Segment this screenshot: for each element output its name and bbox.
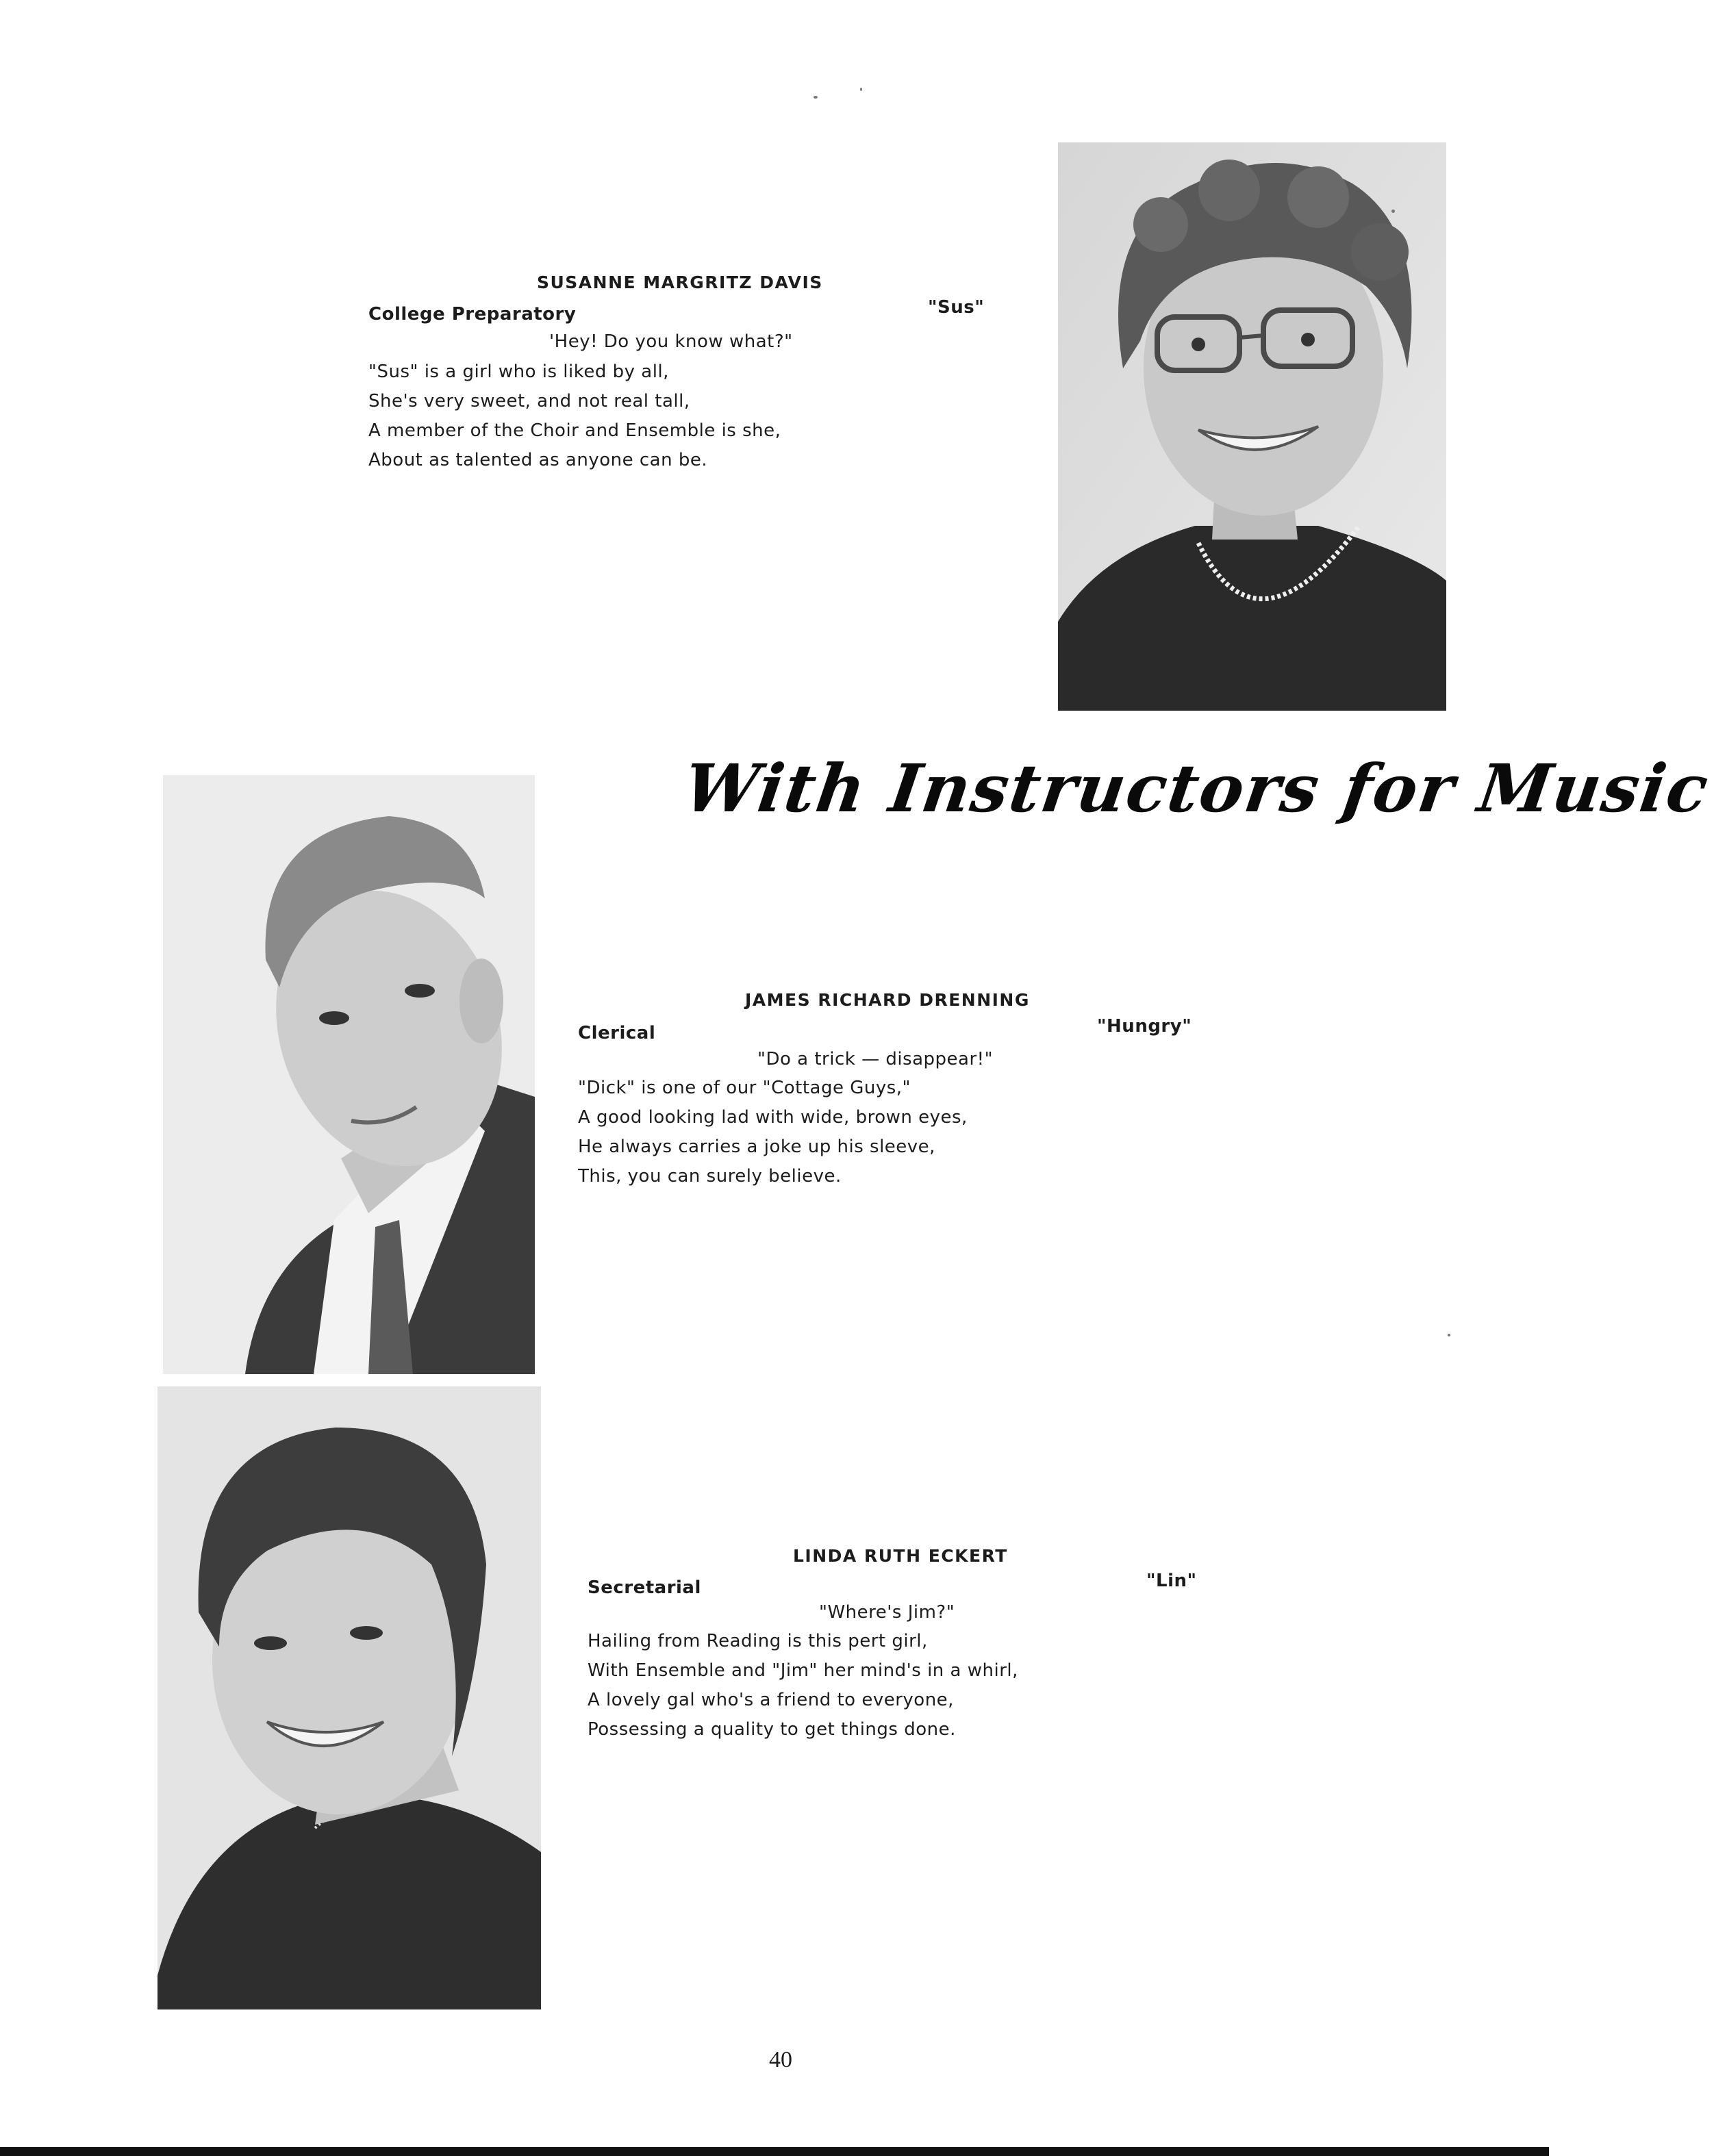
- poem-line: About as talented as anyone can be.: [368, 450, 708, 470]
- nickname-james: "Hungry": [1097, 1016, 1192, 1037]
- student-name-james: JAMES RICHARD DRENNING: [745, 990, 1030, 1010]
- poem-line: "Dick" is one of our "Cottage Guys,": [578, 1078, 911, 1098]
- scan-bottom-edge: [0, 2147, 1549, 2156]
- portrait-photo-james: [163, 775, 535, 1374]
- scan-speck: [860, 88, 862, 91]
- quote-susanne: 'Hey! Do you know what?": [549, 331, 793, 352]
- scan-speck: [1448, 1334, 1450, 1336]
- poem-line: With Ensemble and "Jim" her mind's in a whirl,: [588, 1660, 1018, 1681]
- nickname-linda: "Lin": [1146, 1571, 1197, 1591]
- poem-line: Hailing from Reading is this pert girl,: [588, 1631, 928, 1651]
- student-name-linda: LINDA RUTH ECKERT: [793, 1546, 1008, 1566]
- student-name-susanne: SUSANNE MARGRITZ DAVIS: [537, 272, 823, 292]
- poem-line: She's very sweet, and not real tall,: [368, 391, 690, 411]
- scan-speck: [1391, 210, 1395, 213]
- quote-linda: "Where's Jim?": [819, 1602, 955, 1623]
- poem-susanne: [368, 357, 781, 475]
- course-label-james: Clerical: [578, 1023, 656, 1043]
- portrait-photo-linda: [157, 1386, 541, 2009]
- poem-line: A good looking lad with wide, brown eyes,: [578, 1107, 968, 1128]
- scan-speck: [814, 96, 818, 99]
- quote-james: "Do a trick — disappear!": [757, 1049, 994, 1069]
- poem-line: A lovely gal who's a friend to everyone,: [588, 1690, 954, 1710]
- poem-linda: [588, 1627, 1018, 1745]
- course-label-susanne: College Preparatory: [368, 304, 577, 325]
- page-number: 40: [769, 2047, 792, 2072]
- poem-line: Possessing a quality to get things done.: [588, 1719, 956, 1740]
- course-label-linda: Secretarial: [588, 1577, 701, 1598]
- poem-james: [578, 1074, 968, 1191]
- portrait-photo-susanne: [1058, 142, 1446, 711]
- poem-line: This, you can surely believe.: [578, 1166, 842, 1187]
- poem-line: A member of the Choir and Ensemble is she,: [368, 420, 781, 441]
- section-heading: With Instructors for Music: [679, 750, 1714, 827]
- nickname-susanne: "Sus": [928, 297, 985, 318]
- poem-line: He always carries a joke up his sleeve,: [578, 1137, 935, 1157]
- poem-line: "Sus" is a girl who is liked by all,: [368, 362, 669, 382]
